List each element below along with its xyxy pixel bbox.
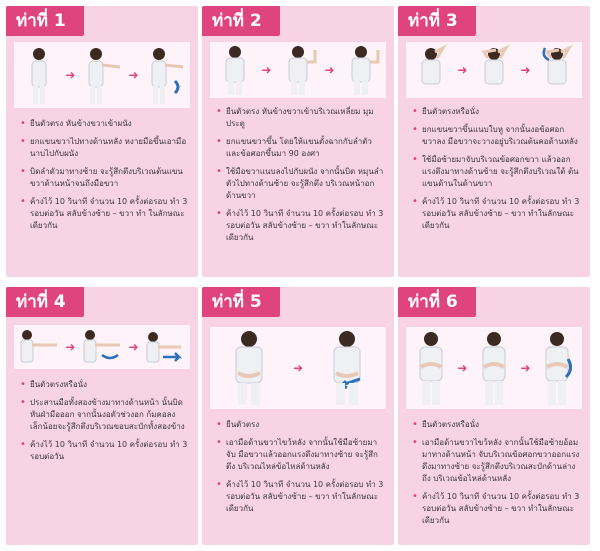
person-figure-icon bbox=[214, 327, 284, 409]
exercise-card-2 bbox=[202, 6, 394, 277]
list-item: • บิดลำตัวมาทางซ้าย จะรู้สึกตึงบริเวณต้นแขน ขวาด้านหน้าจนถึงมือขวา bbox=[20, 166, 188, 190]
arrow-icon: ➜ bbox=[261, 63, 272, 77]
arrow-icon: ➜ bbox=[457, 63, 468, 77]
list-item: • ใช้มือซ้ายมาจับบริเวณข้อศอกขวา แล้วออก แรงดึงมาทางด้านซ้าย จะรู้สึกตึงบริเวณใต้ ต้นแขนด้านในด้านขวา bbox=[412, 154, 580, 190]
instruction-list bbox=[20, 118, 188, 238]
arrow-icon: ➜ bbox=[65, 340, 76, 354]
list-item: • ยกแขนขวาขึ้น โดยให้แขนตั้งฉากกับลำตัว และข้อศอกขึ้นมา 90 องศา bbox=[216, 136, 384, 160]
person-figure-icon bbox=[408, 327, 454, 409]
card-title: ท่าที่ 4 bbox=[6, 287, 84, 317]
exercise-card-5 bbox=[202, 287, 394, 545]
person-figure-icon bbox=[79, 325, 125, 369]
list-item: • เอามือด้านขวาไขว้หลัง จากนั้นใช้มือซ้ายมาจับ มือขวาแล้วออกแรงดึงมาทางซ้าย จะรู้สึกตึง บริเวณไหล่ข้อไหล่ด้านหลัง bbox=[216, 437, 384, 473]
list-item: • ยืนตัวตรงหรือนั่ง bbox=[20, 379, 188, 391]
list-item: • ใช้มือขวาแนบลงไปกับผนัง จากนั้นบิด หมุนลำตัวไปทางด้านซ้าย จะรู้สึกตึง บริเวณหน้าอกด้านขวา bbox=[216, 166, 384, 202]
arrow-icon: ➜ bbox=[324, 63, 335, 77]
photo-strip bbox=[210, 327, 386, 409]
list-item: • ยืนตัวตรงหรือนั่ง bbox=[412, 419, 580, 431]
arrow-icon: ➜ bbox=[65, 68, 76, 82]
list-item: • ยืนตัวตรง bbox=[216, 419, 384, 431]
list-item: • ค้างไว้ 10 วินาที จำนวน 10 ครั้งต่อรอบ ทำ 3 รอบต่อวัน สลับข้างซ้าย – ขวา ทำในลักษณะ เดียวกัน bbox=[216, 479, 384, 515]
photo-strip bbox=[14, 42, 190, 108]
person-figure-icon bbox=[212, 42, 258, 98]
instruction-list bbox=[20, 379, 188, 469]
person-figure-icon bbox=[312, 327, 382, 409]
person-figure-icon bbox=[408, 42, 454, 98]
arrow-icon: ➜ bbox=[128, 68, 139, 82]
person-figure-icon bbox=[16, 42, 62, 108]
instruction-list bbox=[216, 106, 384, 250]
exercise-card-1 bbox=[6, 6, 198, 277]
person-figure-icon bbox=[275, 42, 321, 98]
list-item: • ยืนตัวตรง หันข้างขวาเข้าบริเวณเหลี่ยม มุมประตู bbox=[216, 106, 384, 130]
person-figure-icon bbox=[534, 42, 580, 98]
exercise-card-3 bbox=[398, 6, 590, 277]
person-figure-icon bbox=[79, 42, 125, 108]
exercise-card-4 bbox=[6, 287, 198, 545]
list-item: • ค้างไว้ 10 วินาที จำนวน 10 ครั้งต่อรอบ ทำ 3 รอบต่อวัน สลับข้างซ้าย – ขวา ทำในลักษณะ เดียวกัน bbox=[412, 491, 580, 527]
arrow-icon: ➜ bbox=[520, 361, 531, 375]
person-figure-icon bbox=[338, 42, 384, 98]
list-item: • ยืนตัวตรง หันข้างขวาเข้าผนัง bbox=[20, 118, 188, 130]
list-item: • ยกแขนขวาขึ้นแนบใบหู จากนั้นงอข้อศอก ขวาลง มือขวาจะวางอยู่บริเวณต้นคอด้านหลัง bbox=[412, 124, 580, 148]
photo-strip bbox=[14, 325, 190, 369]
arrow-icon: ➜ bbox=[292, 361, 304, 375]
arrow-icon: ➜ bbox=[457, 361, 468, 375]
photo-strip bbox=[406, 42, 582, 98]
person-figure-icon bbox=[471, 42, 517, 98]
instruction-list bbox=[412, 419, 580, 533]
list-item: • เอามือด้านขวาไขว้หลัง จากนั้นใช้มือซ้ายอ้อม มาทางด้านหน้า จับบริเวณข้อศอกขวาออกแรง ดึงมาทางซ้าย จะรู้สึกตึงบริเวณสะบักด้านล่างถึง บริเวณข้อไหล่ด้านหลัง bbox=[412, 437, 580, 485]
card-title: ท่าที่ 2 bbox=[202, 6, 280, 36]
instruction-list bbox=[412, 106, 580, 238]
person-figure-icon bbox=[16, 325, 62, 369]
list-item: • ค้างไว้ 10 วินาที จำนวน 10 ครั้งต่อรอบ ทำ 3 รอบต่อวัน สลับข้างซ้าย – ขวา ทำในลักษณะเดียวกัน bbox=[216, 208, 384, 244]
card-title: ท่าที่ 1 bbox=[6, 6, 84, 36]
photo-strip bbox=[210, 42, 386, 98]
list-item: • ประสานมือทั้งสองข้างมาทางด้านหน้า นั้นบิด หันฝ่ามือออก จากนั้นงอตัวช่วงอก ก้มคอลง เล็กน้อยจะรู้สึกตึงบริเวณขอบสะบักทั้งสองข้าง bbox=[20, 397, 188, 433]
card-title: ท่าที่ 6 bbox=[398, 287, 476, 317]
list-item: • ค้างไว้ 10 วินาที จำนวน 10 ครั้งต่อรอบ ทำ 3 รอบต่อวัน bbox=[20, 439, 188, 463]
person-figure-icon bbox=[142, 325, 188, 369]
arrow-icon: ➜ bbox=[520, 63, 531, 77]
person-figure-icon bbox=[142, 42, 188, 108]
person-figure-icon bbox=[471, 327, 517, 409]
list-item: • ยืนตัวตรงหรือนั่ง bbox=[412, 106, 580, 118]
list-item: • ยกแขนขวาไปทางด้านหลัง หงายมือขึ้นเอามือ นาบไปกับผนัง bbox=[20, 136, 188, 160]
card-title: ท่าที่ 3 bbox=[398, 6, 476, 36]
card-title: ท่าที่ 5 bbox=[202, 287, 280, 317]
arrow-icon: ➜ bbox=[128, 340, 139, 354]
exercise-card-6 bbox=[398, 287, 590, 545]
list-item: • ค้างไว้ 10 วินาที จำนวน 10 ครั้งต่อรอบ ทำ 3 รอบต่อวัน สลับข้างซ้าย – ขวา ทำในลักษณะ เดียวกัน bbox=[412, 196, 580, 232]
person-figure-icon bbox=[534, 327, 580, 409]
list-item: • ค้างไว้ 10 วินาที จำนวน 10 ครั้งต่อรอบ ทำ 3 รอบต่อวัน สลับข้างซ้าย – ขวา ทำ ในลักษณะเดียวกัน bbox=[20, 196, 188, 232]
instruction-list bbox=[216, 419, 384, 521]
photo-strip bbox=[406, 327, 582, 409]
